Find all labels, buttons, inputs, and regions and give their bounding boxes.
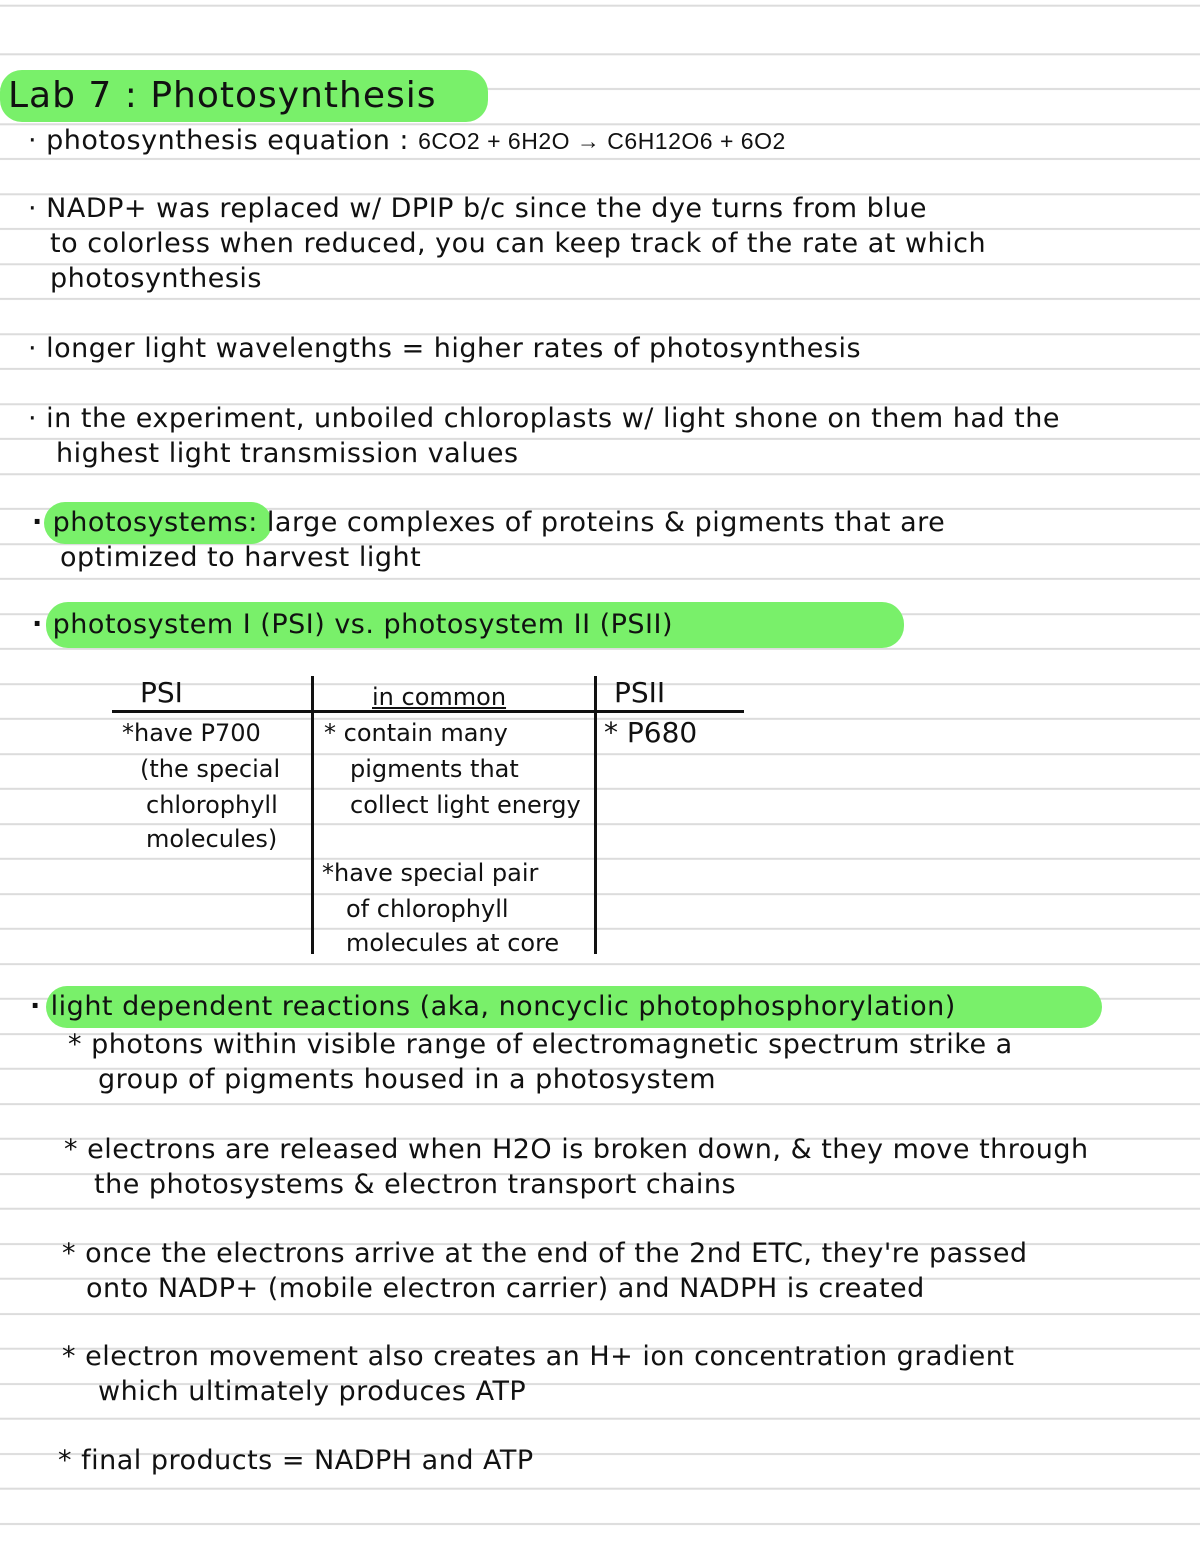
experiment-line-1: · in the experiment, unboiled chloroplasts w/ light shone on them had the: [28, 403, 1060, 434]
page-title: Lab 7 : Photosynthesis: [8, 75, 437, 116]
equation-label: · photosynthesis equation :: [28, 125, 410, 156]
ps-heading: photosystem I (PSI) vs. photosystem II (PSII): [52, 609, 674, 640]
photosystems-def: : large complexes of proteins & pigments that are: [248, 507, 946, 538]
lr-bullet-5: * final products = NADPH and ATP: [58, 1445, 534, 1476]
photosystems-term: photosystems: [52, 507, 249, 538]
nadp-line-1: · NADP+ was replaced w/ DPIP b/c since the dye turns from blue: [28, 193, 927, 224]
equation-formula: 6CO2 + 6H2O → C6H12O6 + 6O2: [418, 128, 786, 154]
equation-line: [28, 124, 786, 158]
photosystems-line-1: · photosystems: large complexes of proteins & pigments that are: [32, 507, 946, 538]
lr-bullet-1-line-2: group of pigments housed in a photosystem: [98, 1064, 717, 1095]
ps-heading-line: · photosystem I (PSI) vs. photosystem II (PSII): [32, 609, 674, 640]
common-a-line-2: pigments that: [350, 755, 519, 783]
experiment-line-2: highest light transmission values: [56, 438, 519, 469]
photosystems-line-2: optimized to harvest light: [60, 542, 422, 573]
psii-cell-line-1: * P680: [604, 716, 698, 749]
table-header-psii: PSII: [614, 676, 666, 709]
table-divider-right: [594, 676, 597, 954]
common-b-line-1: *have special pair: [322, 859, 539, 887]
title-highlight: [0, 70, 488, 122]
psi-cell-line-4: molecules): [146, 825, 278, 853]
lr-bullet-4-line-2: which ultimately produces ATP: [98, 1376, 527, 1407]
lr-bullet-4-line-1: * electron movement also creates an H+ ion concentration gradient: [62, 1341, 1015, 1372]
lr-bullet-3-line-1: * once the electrons arrive at the end of the 2nd ETC, they're passed: [62, 1238, 1028, 1269]
light-reactions-heading-line: · light dependent reactions (aka, noncyclic photophosphorylation): [30, 991, 956, 1022]
psi-cell-line-1: *have P700: [122, 719, 261, 747]
light-reactions-heading: light dependent reactions (aka, noncyclic photophosphorylation): [50, 991, 956, 1022]
table-divider-left: [311, 676, 314, 954]
lr-bullet-2-line-1: * electrons are released when H2O is broken down, & they move through: [64, 1134, 1089, 1165]
lr-bullet-3-line-2: onto NADP+ (mobile electron carrier) and NADPH is created: [86, 1273, 925, 1304]
nadp-line-3: photosynthesis: [50, 263, 262, 294]
nadp-line-2: to colorless when reduced, you can keep track of the rate at which: [50, 228, 987, 259]
table-header-common: in common: [372, 683, 507, 711]
lr-bullet-1-line-1: * photons within visible range of electromagnetic spectrum strike a: [68, 1029, 1013, 1060]
table-header-psi: PSI: [140, 676, 183, 709]
lr-bullet-2-line-2: the photosystems & electron transport chains: [94, 1169, 737, 1200]
common-b-line-2: of chlorophyll: [346, 895, 509, 923]
psi-cell-line-3: chlorophyll: [146, 791, 278, 819]
common-a-line-1: * contain many: [324, 719, 508, 747]
wavelength-note: · longer light wavelengths = higher rates of photosynthesis: [28, 333, 862, 364]
common-a-line-3: collect light energy: [350, 791, 581, 819]
psi-cell-line-2: (the special: [140, 755, 281, 783]
common-b-line-3: molecules at core: [346, 929, 560, 957]
